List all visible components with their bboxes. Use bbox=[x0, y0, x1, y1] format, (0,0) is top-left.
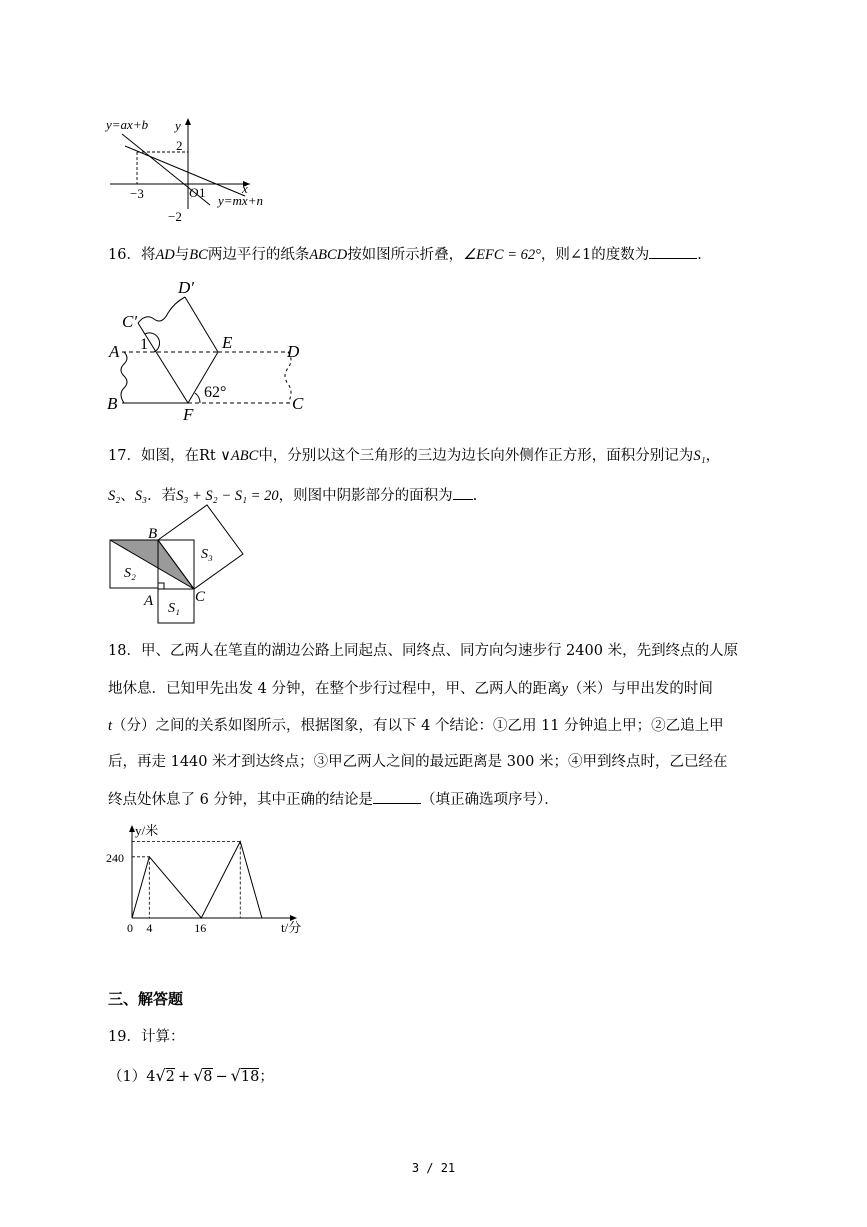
q18-var-y: y bbox=[561, 681, 568, 697]
folded-strip-figure bbox=[100, 275, 325, 425]
q16-text: 按如图所示折叠， bbox=[347, 247, 464, 263]
q16-abcd: ABCD bbox=[309, 247, 348, 263]
two-lines-figure bbox=[100, 112, 290, 224]
expr-op: + bbox=[177, 1069, 191, 1085]
q16-text: 与 bbox=[174, 247, 190, 263]
q18-line5 bbox=[108, 789, 559, 810]
q18-var-t: t bbox=[108, 718, 113, 734]
pythagoras-squares-figure bbox=[100, 500, 250, 625]
y-axis-label: y bbox=[175, 118, 181, 133]
label-c: C bbox=[195, 589, 206, 605]
tick-x-m3: −3 bbox=[130, 186, 144, 201]
q16-end: . bbox=[697, 247, 702, 263]
q17-s2: S₂ bbox=[108, 488, 121, 504]
label-b: B bbox=[148, 526, 158, 542]
q17-text: ．若 bbox=[147, 488, 177, 504]
q16-text: 16．将 bbox=[108, 247, 156, 263]
tick-y-2: 2 bbox=[176, 138, 183, 153]
q17-text: 中，分别以这个三角形的三边为边长向外侧作正方形，面积分别记为 bbox=[258, 448, 694, 464]
answer-blank[interactable] bbox=[373, 789, 421, 804]
tick-x-1: 1 bbox=[199, 185, 206, 200]
x-tick-label: 4 bbox=[146, 921, 153, 935]
chart-y-label: y/米 bbox=[135, 823, 159, 838]
q18-line3 bbox=[108, 716, 724, 736]
fold-wavy-edge bbox=[138, 297, 185, 323]
expr-op: − bbox=[215, 1069, 228, 1085]
label-f: F bbox=[183, 405, 194, 424]
chart-x-label: t/分 bbox=[281, 920, 302, 935]
label-s2: S₂ bbox=[124, 566, 136, 581]
label-e: E bbox=[222, 333, 233, 352]
section-title: 三、解答题 bbox=[108, 990, 184, 1008]
q17-rt: Rt ∨ bbox=[198, 448, 231, 464]
label-c: C bbox=[292, 394, 304, 413]
q18-text: 地休息．已知甲先出发 4 分钟，在整个步行过程中，甲、乙两人的距离 bbox=[108, 681, 562, 697]
right-angle-mark bbox=[158, 583, 164, 589]
q18-line4: 后，再走 1440 米才到达终点；③甲乙两人之间的最远距离是 300 米；④甲到终点时，乙已经在 bbox=[108, 754, 728, 770]
question-17-line1 bbox=[108, 446, 720, 466]
q17-text: 17．如图，在 bbox=[108, 448, 199, 464]
expr-coef: 4 bbox=[146, 1069, 156, 1085]
page-number: 3 / 21 bbox=[411, 1161, 456, 1175]
edge-ab-wavy bbox=[121, 352, 127, 403]
sqrt-icon: √ bbox=[193, 1066, 204, 1085]
q16-angle: ∠EFC = 62° bbox=[463, 247, 541, 263]
expr-radicand: 2 bbox=[165, 1069, 175, 1085]
tick-y-m2: −2 bbox=[168, 209, 182, 224]
sqrt-icon: √ bbox=[230, 1066, 241, 1085]
q19-title: 19．计算： bbox=[108, 1029, 185, 1045]
label-d: D bbox=[287, 342, 300, 361]
q17-sep: 、 bbox=[120, 488, 135, 504]
q18-text: 终点处休息了 6 分钟，其中正确的结论是 bbox=[108, 792, 373, 808]
expr-end: ； bbox=[259, 1069, 274, 1085]
question-16 bbox=[108, 244, 702, 265]
answer-blank[interactable] bbox=[649, 244, 697, 259]
q17-text: ，则图中阴影部分的面积为 bbox=[278, 488, 453, 504]
q18-text: （填正确选项序号）． bbox=[420, 792, 559, 808]
label-angle-1: 1 bbox=[140, 336, 148, 353]
line2-label: y=mx+n bbox=[218, 193, 263, 208]
line1-label: y=ax+b bbox=[106, 117, 149, 132]
x-axis-label: x bbox=[242, 181, 248, 196]
label-d-prime: D′ bbox=[178, 278, 194, 297]
x-tick-label: 16 bbox=[194, 921, 207, 935]
q19-part1 bbox=[108, 1066, 274, 1087]
q18-line1: 18．甲、乙两人在笔直的湖边公路上同起点、同终点、同方向匀速步行 2400 米，先到终点的人原 bbox=[108, 643, 739, 659]
label-a: A bbox=[109, 342, 120, 361]
series-line bbox=[132, 842, 262, 919]
label-s3: S₃ bbox=[201, 547, 213, 562]
origin-label: O bbox=[189, 185, 199, 200]
label-b: B bbox=[107, 394, 118, 413]
label-62-deg: 62° bbox=[204, 384, 227, 401]
y-axis-arrow bbox=[185, 118, 191, 125]
fold-ed-prime bbox=[185, 297, 218, 352]
q18-line2 bbox=[108, 679, 713, 699]
sqrt-icon: √ bbox=[155, 1066, 166, 1085]
x-tick-label: 0 bbox=[127, 921, 133, 935]
q16-ad: AD bbox=[155, 247, 175, 263]
fold-c-prime-f bbox=[138, 323, 188, 403]
expr-radicand: 8 bbox=[203, 1069, 213, 1085]
label-c-prime: C′ bbox=[122, 312, 138, 331]
q16-bc: BC bbox=[189, 247, 208, 263]
label-s1: S₁ bbox=[168, 601, 180, 616]
q18-text: （分）之间的关系如图所示，根据图象，有以下 4 个结论：①乙用 11 分钟追上甲；②乙追上甲 bbox=[112, 718, 724, 734]
q17-equation: S₃ + S₂ − S₁ = 20 bbox=[176, 488, 279, 504]
angle-arc-62 bbox=[195, 393, 200, 403]
q17-s1: S₁ bbox=[693, 448, 706, 464]
q19-part1-label: （1） bbox=[108, 1069, 147, 1085]
q17-s3: S₃ bbox=[134, 488, 148, 504]
expr-radicand: 18 bbox=[240, 1069, 260, 1085]
answer-blank[interactable] bbox=[453, 485, 473, 500]
q17-abc: ABC bbox=[230, 448, 259, 464]
q17-comma: ， bbox=[705, 448, 721, 464]
q16-text: ，则∠1的度数为 bbox=[540, 247, 650, 263]
q18-text: （米）与甲出发的时间 bbox=[567, 681, 713, 697]
y-tick-label: 240 bbox=[106, 850, 124, 865]
label-a: A bbox=[144, 593, 154, 609]
q16-text: 两边平行的纸条 bbox=[207, 247, 310, 263]
distance-time-chart bbox=[105, 820, 335, 940]
q17-end: . bbox=[472, 488, 478, 504]
